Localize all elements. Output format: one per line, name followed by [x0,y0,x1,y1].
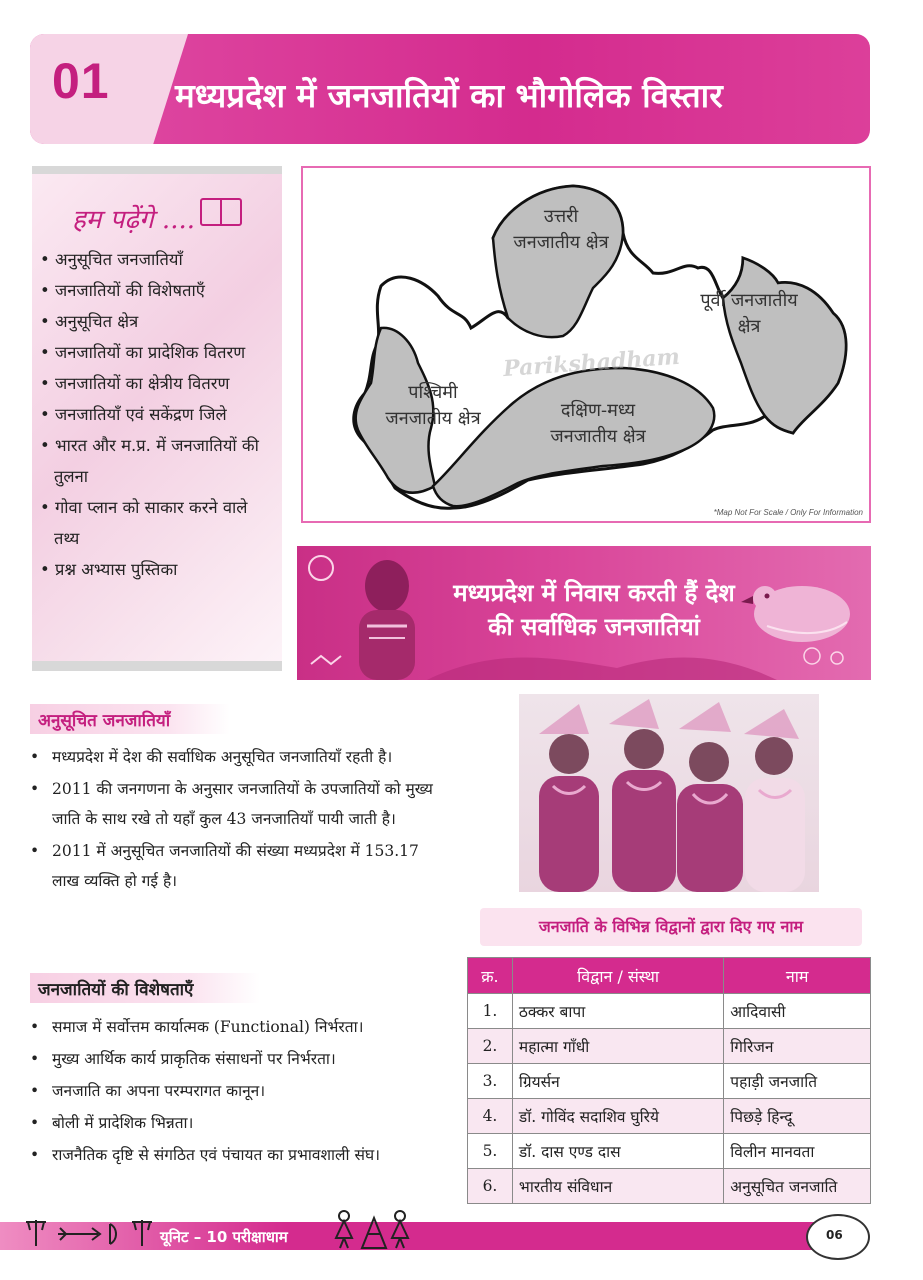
section-heading-scheduled-tribes: अनुसूचित जनजातियाँ [30,704,230,734]
axe-icon [132,1220,152,1246]
tribal-population-banner [297,546,871,680]
east-region-label: पूर्वी जनजातीय क्षेत्र [700,290,798,337]
column-header-scholar: विद्वान / संस्था [512,958,723,994]
cell-scholar: ग्रियर्सन [512,1064,723,1099]
cell-serial: 2. [468,1029,513,1064]
table-row [468,1099,871,1134]
scholar-names-table [467,957,871,1204]
footer-unit-label: यूनिट – 10 परीक्षाधाम [160,1228,288,1246]
column-header-name: नाम [724,958,871,994]
bow-icon [110,1224,116,1244]
cell-scholar: भारतीय संविधान [512,1169,723,1204]
arrow-icon [58,1228,100,1240]
hut-icon [362,1218,386,1248]
south-central-region-label: दक्षिण-मध्य जनजातीय क्षेत्र [550,400,646,447]
tribal-women-photo [519,694,819,892]
table-row [468,1169,871,1204]
tribal-motif-icons [18,1212,178,1252]
cell-scholar: डॉ. गोविंद सदाशिव घुरिये [512,1099,723,1134]
bullet-point: • जनजाति का अपना परम्परागत कानून। [30,1076,442,1106]
map-disclaimer: *Map Not For Scale / Only For Information [713,508,863,517]
tribal-dance-icons [332,1208,412,1252]
cell-name: पहाड़ी जनजाति [724,1064,871,1099]
outline-item: • प्रश्न अभ्यास पुस्तिका [40,554,276,585]
west-region-label: पश्चिमी जनजातीय क्षेत्र [385,382,481,429]
bullet-point: • बोली में प्रादेशिक भिन्नता। [30,1108,442,1138]
cell-serial: 1. [468,994,513,1029]
north-region-label: उत्तरी जनजातीय क्षेत्र [513,206,609,253]
cell-serial: 3. [468,1064,513,1099]
cell-name: आदिवासी [724,994,871,1029]
chapter-title: मध्यप्रदेश में जनजातियों का भौगोलिक विस्तार [175,76,723,115]
table-row [468,994,871,1029]
cell-name: पिछड़े हिन्दू [724,1099,871,1134]
cell-name: अनुसूचित जनजाति [724,1169,871,1204]
bullet-point: • समाज में सर्वोत्तम कार्यात्मक (Functional) निर्भरता। [30,1012,442,1042]
outline-item: • जनजातियों का क्षेत्रीय वितरण [40,368,276,399]
tribal-women-illustration [519,694,819,892]
cell-name: गिरिजन [724,1029,871,1064]
table-header-row [468,958,871,994]
learning-outline-panel [32,166,282,671]
cell-serial: 4. [468,1099,513,1134]
chapter-number: 01 [52,53,110,109]
axe-icon [26,1220,46,1246]
outline-item: • जनजातियों का प्रादेशिक वितरण [40,337,276,368]
bullet-point: • 2011 की जनगणना के अनुसार जनजातियों के उपजातियों को मुख्य जाति के साथ रखे तो यहाँ कुल 43 जनजातियाँ पायी जाती है। [30,774,442,834]
outline-item: • जनजातियाँ एवं सकेंद्रण जिले [40,399,276,430]
outline-item: • गोवा प्लान को साकार करने वाले तथ्य [40,492,276,554]
names-table-caption: जनजाति के विभिन्न विद्वानों द्वारा दिए गए नाम [480,908,862,946]
bullet-point: • मध्यप्रदेश में देश की सर्वाधिक अनुसूचित जनजातियाँ रहती है। [30,742,442,772]
map-watermark: Parikshadham [502,343,681,383]
learning-outline-list [40,244,276,585]
bullet-point: • मुख्य आर्थिक कार्य प्राकृतिक संसाधनों पर निर्भरता। [30,1044,442,1074]
outline-item: • अनुसूचित क्षेत्र [40,306,276,337]
tribal-features-points [30,1012,442,1172]
emblem-icon [309,556,333,580]
page-number: 06 [826,1228,843,1242]
table-row [468,1134,871,1169]
cell-scholar: डॉ. दास एण्ड दास [512,1134,723,1169]
bullet-point: • राजनैतिक दृष्टि से संगठित एवं पंचायत का प्रभावशाली संघ। [30,1140,442,1170]
open-book-icon [200,198,242,226]
cell-serial: 5. [468,1134,513,1169]
section-heading-tribal-features: जनजातियों की विशेषताएँ [30,973,260,1003]
outline-item: • अनुसूचित जनजातियाँ [40,244,276,275]
table-row [468,1029,871,1064]
table-row [468,1064,871,1099]
tribal-woman-figure [365,560,409,612]
cell-scholar: महात्मा गाँधी [512,1029,723,1064]
cell-serial: 6. [468,1169,513,1204]
bullet-point: • 2011 में अनुसूचित जनजातियों की संख्या मध्यप्रदेश में 153.17 लाख व्यक्ति हो गई है। [30,836,442,896]
cell-name: विलीन मानवता [724,1134,871,1169]
outline-item: • जनजातियों की विशेषताएँ [40,275,276,306]
tribal-regions-map [301,166,871,523]
banner-text: मध्यप्रदेश में निवास करती हैं देश की सर्वाधिक जनजातियां [453,579,735,641]
cell-scholar: ठक्कर बापा [512,994,723,1029]
scheduled-tribes-points [30,742,442,898]
outline-item: • भारत और म.प्र. में जनजातियों की तुलना [40,430,276,492]
column-header-serial: क्र. [468,958,513,994]
learning-outline-title: हम पढ़ेंगे .... [72,205,195,235]
